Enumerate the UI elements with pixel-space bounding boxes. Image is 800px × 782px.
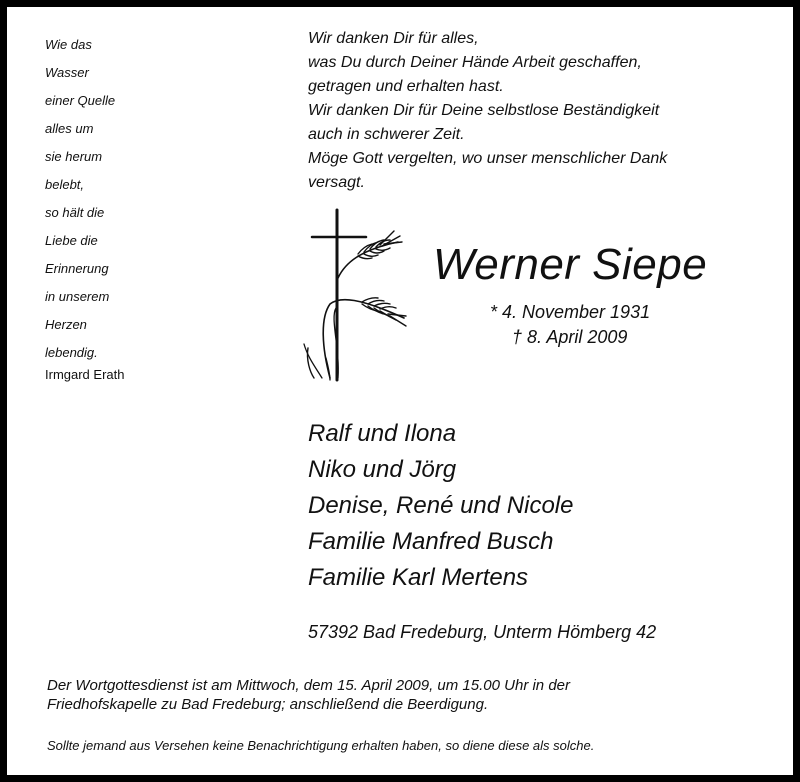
family-address: 57392 Bad Fredeburg, Unterm Hömberg 42 [308,622,657,642]
service-line: Der Wortgottesdienst ist am Mittwoch, dem 15. April 2009, um 15.00 Uhr in der [47,677,571,694]
death-date: † 8. April 2009 [512,327,628,347]
funeral-service-info [47,676,747,714]
poem-line: so hält die [45,205,105,220]
cross-with-wheat-icon [300,208,412,384]
poem [45,33,245,382]
verse-line: was Du durch Deiner Hände Arbeit geschaffen, [308,54,642,71]
poem-author: Irmgard Erath [45,367,125,382]
deceased-name: Werner Siepe [433,240,708,289]
poem-line: Erinnerung [45,261,109,276]
poem-line: Liebe die [45,233,98,248]
poem-line: Wasser [45,65,89,80]
notification-note: Sollte jemand aus Versehen keine Benachrichtigung erhalten haben, so diene diese als solche. [47,738,595,753]
verse-line: auch in schwerer Zeit. [308,126,465,143]
verse-line: getragen und erhalten hast. [308,78,504,95]
mourner: Familie Karl Mertens [308,564,529,591]
poem-line: lebendig. [45,345,98,360]
mourner: Niko und Jörg [308,456,457,483]
mourner: Ralf und Ilona [308,420,457,447]
poem-line: belebt, [45,177,85,192]
poem-line: sie herum [45,149,103,164]
mourner: Denise, René und Nicole [308,492,574,519]
birth-date: * 4. November 1931 [490,302,651,322]
verse-line: Wir danken Dir für alles, [308,30,479,47]
verse-line: Möge Gott vergelten, wo unser menschlicher Dank [308,150,668,167]
poem-line: in unserem [45,289,110,304]
poem-line: alles um [45,121,94,136]
poem-line: Herzen [45,317,87,332]
verse-line: Wir danken Dir für Deine selbstlose Beständigkeit [308,102,660,119]
mourners-list [308,416,574,596]
service-line: Friedhofskapelle zu Bad Fredeburg; anschließend die Beerdigung. [47,696,489,713]
verse-line: versagt. [308,174,365,191]
poem-line: einer Quelle [45,93,116,108]
mourner: Familie Manfred Busch [308,528,554,555]
poem-line: Wie das [45,37,92,52]
thanks-verse [308,27,778,195]
